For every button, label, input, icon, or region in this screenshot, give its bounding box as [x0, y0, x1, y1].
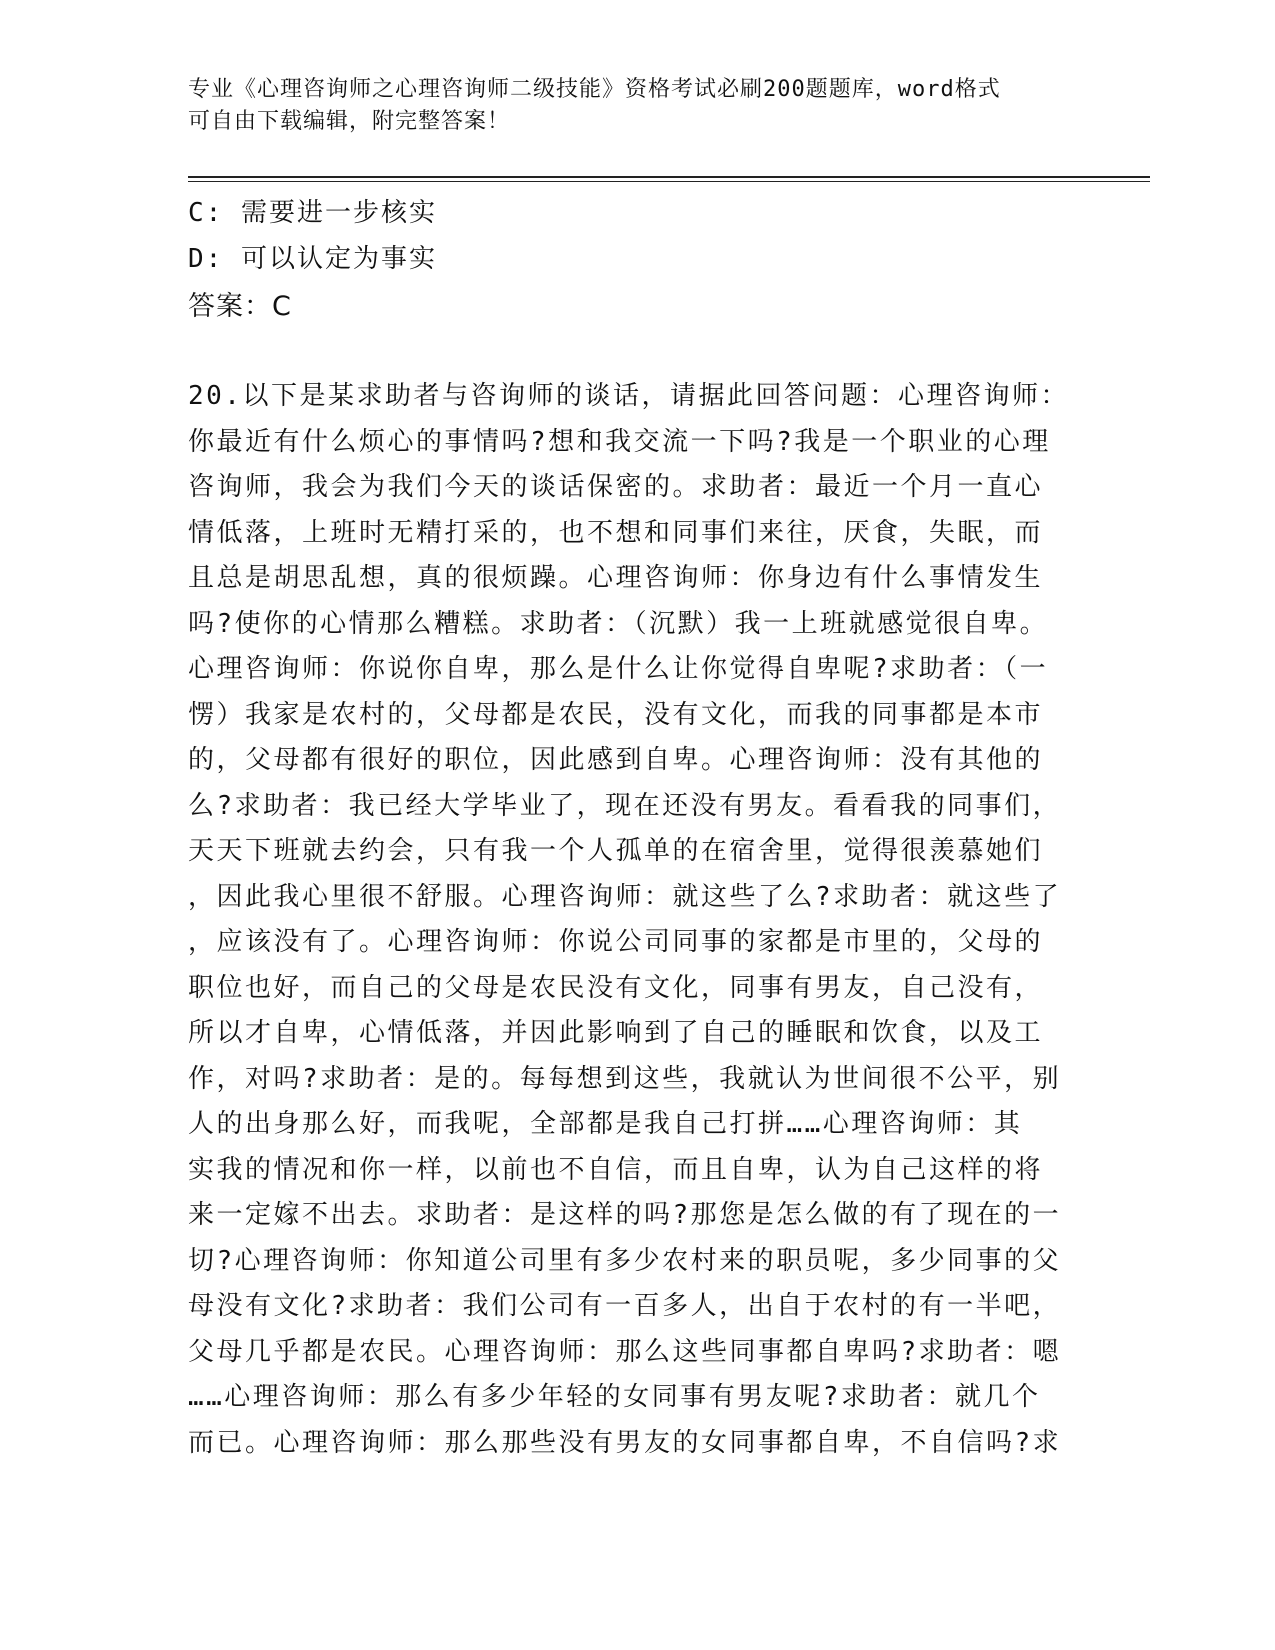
header-line-1: 专业《心理咨询师之心理咨询师二级技能》资格考试必刷200题题库，word格式: [188, 77, 1001, 102]
question-line: 你最近有什么烦心的事情吗?想和我交流一下吗?我是一个职业的心理: [188, 426, 1051, 457]
header-rule-thin: [188, 181, 1150, 182]
question-line: 吗?使你的心情那么糟糕。求助者：（沉默）我一上班就感觉很自卑。: [188, 608, 1049, 639]
question-line: 职位也好，而自己的父母是农民没有文化，同事有男友，自己没有，: [188, 972, 1044, 1003]
header-line-2: 可自由下载编辑，附完整答案！: [188, 109, 511, 134]
question-line: 咨询师，我会为我们今天的谈话保密的。求助者：最近一个月一直心: [188, 472, 1044, 502]
question-line: 情低落，上班时无精打采的，也不想和同事们来往，厌食，失眠，而: [188, 517, 1044, 548]
question-20-text: [188, 374, 1088, 1466]
question-line: 么?求助者：我已经大学毕业了，现在还没有男友。看看我的同事们，: [188, 790, 1062, 821]
question-line: 作，对吗?求助者：是的。每每想到这些，我就认为世间很不公平，别: [188, 1063, 1062, 1094]
option-d: D: 可以认定为事实: [188, 244, 437, 274]
question-line: ，因此我心里很不舒服。心理咨询师：就这些了么?求助者：就这些了: [188, 881, 1062, 912]
question-line: 20.以下是某求助者与咨询师的谈话，请据此回答问题：心理咨询师：: [188, 381, 1069, 411]
question-line: 人的出身那么好，而我呢，全部都是我自己打拼……心理咨询师：其: [188, 1109, 1023, 1139]
question-line: 而已。心理咨询师：那么那些没有男友的女同事都自卑，不自信吗?求: [188, 1427, 1062, 1458]
document-header: [188, 74, 1058, 138]
question-line: 实我的情况和你一样，以前也不自信，而且自卑，认为自己这样的将: [188, 1154, 1044, 1185]
question-line: 天天下班就去约会，只有我一个人孤单的在宿舍里，觉得很羡慕她们: [188, 836, 1044, 866]
header-rule-thick: [188, 176, 1150, 178]
question-line: 切?心理咨询师：你知道公司里有多少农村来的职员呢，多少同事的父: [188, 1245, 1062, 1276]
question-line: ，应该没有了。心理咨询师：你说公司同事的家都是市里的，父母的: [188, 927, 1044, 957]
question-line: 父母几乎都是农民。心理咨询师：那么这些同事都自卑吗?求助者：嗯: [188, 1336, 1062, 1367]
option-c: C: 需要进一步核实: [188, 198, 437, 228]
question-line: 来一定嫁不出去。求助者：是这样的吗?那您是怎么做的有了现在的一: [188, 1200, 1062, 1230]
question-line: 母没有文化?求助者：我们公司有一百多人，出自于农村的有一半吧，: [188, 1291, 1062, 1321]
question-line: ……心理咨询师：那么有多少年轻的女同事有男友呢?求助者：就几个: [188, 1382, 1041, 1412]
answer-label: 答案：C: [188, 291, 292, 322]
question-line: 且总是胡思乱想，真的很烦躁。心理咨询师：你身边有什么事情发生: [188, 563, 1044, 593]
question-line: 的，父母都有很好的职位，因此感到自卑。心理咨询师：没有其他的: [188, 745, 1044, 775]
question-line: 心理咨询师：你说你自卑，那么是什么让你觉得自卑呢?求助者：（一: [188, 654, 1049, 684]
question-line: 所以才自卑，心情低落，并因此影响到了自己的睡眠和饮食，以及工: [188, 1018, 1044, 1048]
question-line: 愣）我家是农村的，父母都是农民，没有文化，而我的同事都是本市: [188, 699, 1044, 730]
